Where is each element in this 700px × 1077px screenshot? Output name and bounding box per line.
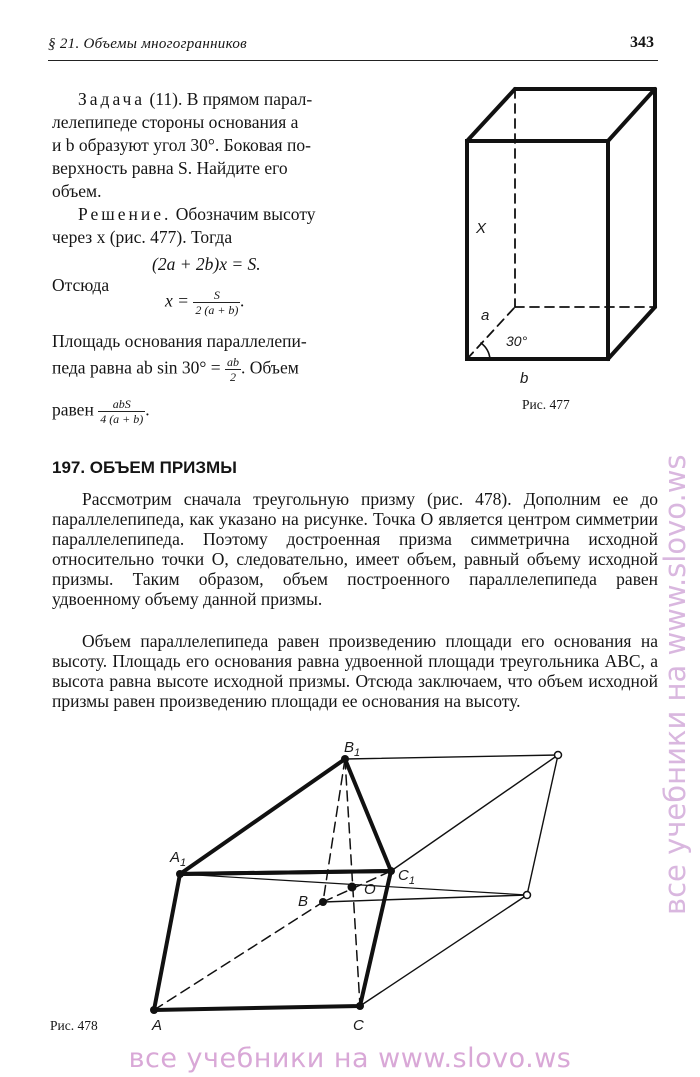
label-a: A: [152, 1017, 163, 1034]
point-b1: [341, 755, 349, 763]
top-edge-left: [467, 89, 515, 141]
bottom-right-edge: [608, 307, 655, 359]
label-c1: [398, 867, 415, 887]
front-face: [467, 141, 608, 359]
solution-line-2: через x (рис. 477). Тогда: [52, 227, 233, 247]
vertical-watermark-text: все учебники на www.slovo.ws: [658, 454, 692, 915]
x-fraction: [193, 288, 240, 317]
volume-end: .: [145, 399, 150, 420]
figure-478-caption: Рис. 478: [50, 1018, 98, 1033]
point-d: [524, 892, 531, 899]
label-x: X: [476, 220, 487, 237]
hence-text: Отсюда: [52, 275, 110, 295]
label-a: a: [481, 307, 490, 324]
vertical-watermark: [655, 100, 695, 920]
label-b: B: [298, 893, 309, 910]
prism-top-triangle: [180, 759, 391, 874]
hidden-edge-a-b: [154, 902, 323, 1010]
area-numerator: ab: [227, 355, 240, 369]
hidden-edge-b1-b: [323, 759, 345, 902]
volume-fraction: [98, 397, 145, 426]
label-b1-letter: B: [344, 742, 355, 756]
label-angle: 30°: [506, 333, 528, 349]
label-c1-letter: C: [398, 867, 409, 884]
x-denominator: 2 (a + b): [195, 303, 239, 317]
hidden-edge-b1-c: [345, 759, 360, 1006]
area-line-1: Площадь основания параллелепи-: [52, 331, 307, 351]
volume-text: равен: [52, 399, 94, 420]
edge-b1-d1: [345, 755, 558, 759]
label-a1-sub: 1: [180, 857, 187, 869]
volume-line: [52, 397, 150, 426]
problem-line-3: и b образуют угол 30°. Боковая по-: [52, 135, 311, 155]
figure-478-prism: [140, 742, 580, 1037]
volume-denominator: 4 (a + b): [100, 412, 144, 426]
label-b: b: [520, 370, 529, 387]
solution-label: Решение.: [78, 204, 172, 224]
paragraph-2: Объем параллелепипеда равен произведению площади его основания на высоту. Площадь его основания равна удвоенной площади треугольника ABC, а высота равна высоте исходной призмы. Отсюда заключаем, что объем исходной призмы равен произведению площади ее основания на высоту.: [52, 631, 658, 711]
equation-1: (2a + 2b)x = S.: [152, 254, 261, 274]
volume-numerator: abS: [98, 397, 145, 412]
section-title: 197. ОБЪЕМ ПРИЗМЫ: [52, 458, 237, 477]
x-equals: x =: [165, 290, 189, 311]
point-d1: [555, 752, 562, 759]
area-denominator: 2: [230, 370, 237, 384]
problem-line-1: [78, 88, 312, 110]
point-c1: [387, 867, 395, 875]
edge-c-d: [360, 895, 527, 1006]
point-a: [150, 1006, 158, 1014]
label-b1-sub: 1: [354, 747, 361, 759]
edge-d1-d: [527, 755, 558, 895]
x-numerator: S: [193, 288, 240, 303]
label-c1-sub: 1: [408, 875, 415, 887]
problem-line-2: лелепипеде стороны основания a: [52, 112, 299, 132]
label-a1: [169, 849, 186, 869]
solution-line-1: [78, 203, 316, 225]
area-text: педа равна ab sin 30° =: [52, 357, 221, 378]
point-c: [356, 1002, 364, 1010]
paragraph-1: Рассмотрим сначала треугольную призму (рис. 478). Дополним ее до параллелепипеда, как указано на рисунке. Точка O является центром симметрии параллелепипеда. Поэтому достроенная призма симметрична исходной относительно точки O, следовательно, имеет объем, равный объему исходной призмы. Таким образом, объем построенного параллелепипеда равен удвоенному объему данной призмы.: [52, 489, 658, 609]
problem-label: Задача: [78, 89, 146, 109]
problem-line-4: верхность равна S. Найдите его: [52, 158, 288, 178]
label-a1-letter: A: [170, 849, 181, 866]
solution-text-1: Обозначим высоту: [171, 204, 316, 224]
area-fraction: [225, 355, 241, 384]
area-text-end: . Объем: [241, 357, 299, 378]
problem-text-1: (11). В прямом парал-: [145, 89, 313, 109]
point-a1: [176, 870, 184, 878]
running-header: § 21. Объемы многогранников: [48, 36, 247, 52]
header-rule: [48, 60, 658, 61]
problem-line-5: объем.: [52, 181, 102, 201]
angle-arc: [481, 343, 490, 359]
point-b: [319, 898, 327, 906]
page-number: 343: [630, 34, 654, 51]
x-formula: [165, 288, 245, 317]
label-o: O: [364, 881, 376, 898]
bottom-watermark: все учебники на www.slovo.ws: [128, 1043, 572, 1074]
figure-477-caption: Рис. 477: [522, 397, 570, 412]
x-end: .: [240, 290, 245, 311]
point-o: [348, 883, 357, 892]
top-edge-right: [608, 89, 655, 141]
vertex-points: [150, 752, 562, 1015]
edge-c1-d1: [391, 755, 558, 871]
label-c: C: [353, 1017, 364, 1034]
area-line-2: [52, 355, 299, 384]
figure-477-parallelepiped: [440, 70, 670, 400]
